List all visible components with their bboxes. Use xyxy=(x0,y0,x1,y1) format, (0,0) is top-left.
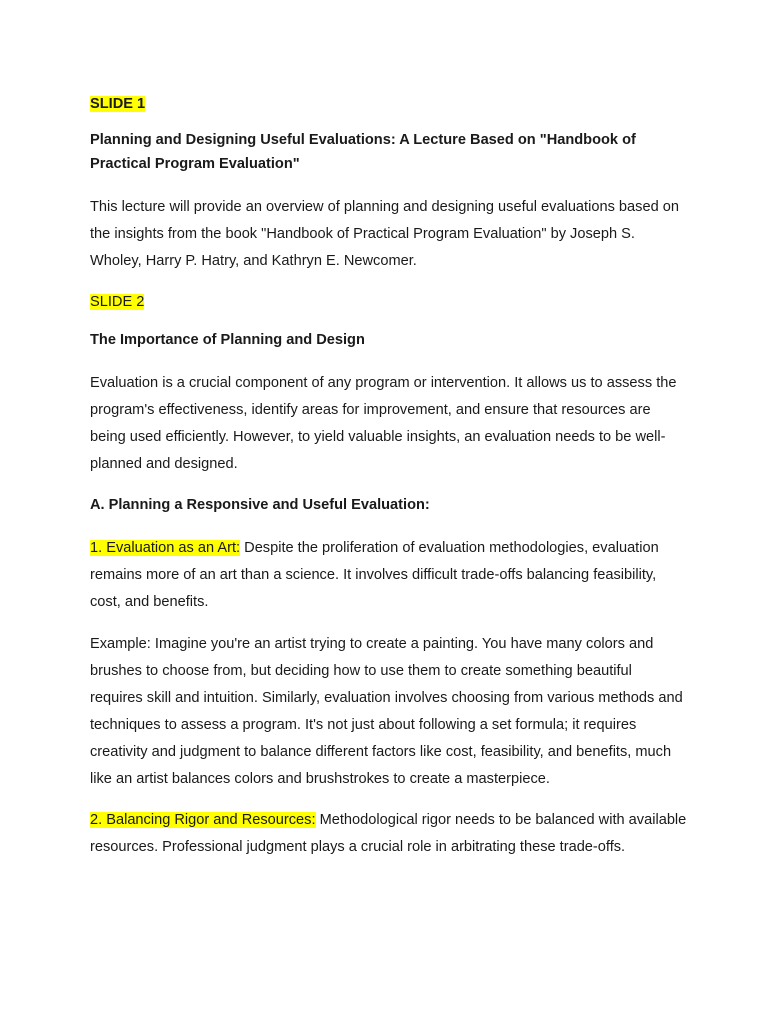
slide-2-label: SLIDE 2 xyxy=(90,294,145,310)
point-2-label: 2. Balancing Rigor and Resources: xyxy=(90,812,316,828)
slide-1-label: SLIDE 1 xyxy=(90,96,146,112)
point-2-text: Methodological rigor needs to be balanced with available resources. Professional judgment plays a crucial role in arbitrating these trade-offs. xyxy=(90,812,687,855)
point-1-text: Despite the proliferation of evaluation methodologies, evaluation remains more of an art than a science. It involves difficult trade-offs balancing feasibility, cost, and benefits. xyxy=(90,540,659,610)
slide-1-title: Planning and Designing Useful Evaluations: A Lecture Based on "Handbook of Practical Program Evaluation" xyxy=(90,132,636,172)
slide-2-body: Evaluation is a crucial component of any program or intervention. It allows us to assess the program's effectiveness, identify areas for improvement, and ensure that resources are being used efficiently. However, to yield valuable insights, an evaluation needs to be well-planned and designed. xyxy=(90,375,677,472)
point-1-label: 1. Evaluation as an Art: xyxy=(90,540,241,556)
point-1-paragraph xyxy=(90,535,688,616)
slide-1-label-line xyxy=(90,92,688,116)
point-2-paragraph xyxy=(90,807,688,861)
section-a-heading: A. Planning a Responsive and Useful Evaluation: xyxy=(90,497,430,513)
example-paragraph: Example: Imagine you're an artist trying to create a painting. You have many colors and brushes to choose from, but deciding how to use them to create something beautiful requires skill and intuition. Similarly, evaluation involves choosing from various methods and techniques to assess a program. It's not just about following a set formula; it requires creativity and judgment to balance different factors like cost, feasibility, and benefits, much like an artist balances colors and brushstrokes to create a masterpiece. xyxy=(90,636,683,787)
slide-1-intro: This lecture will provide an overview of planning and designing useful evaluations based on the insights from the book "Handbook of Practical Program Evaluation" by Joseph S. Wholey, Harry P. Hatry, and Kathryn E. Newcomer. xyxy=(90,199,679,269)
slide-2-label-line xyxy=(90,289,688,316)
slide-2-heading: The Importance of Planning and Design xyxy=(90,332,365,348)
